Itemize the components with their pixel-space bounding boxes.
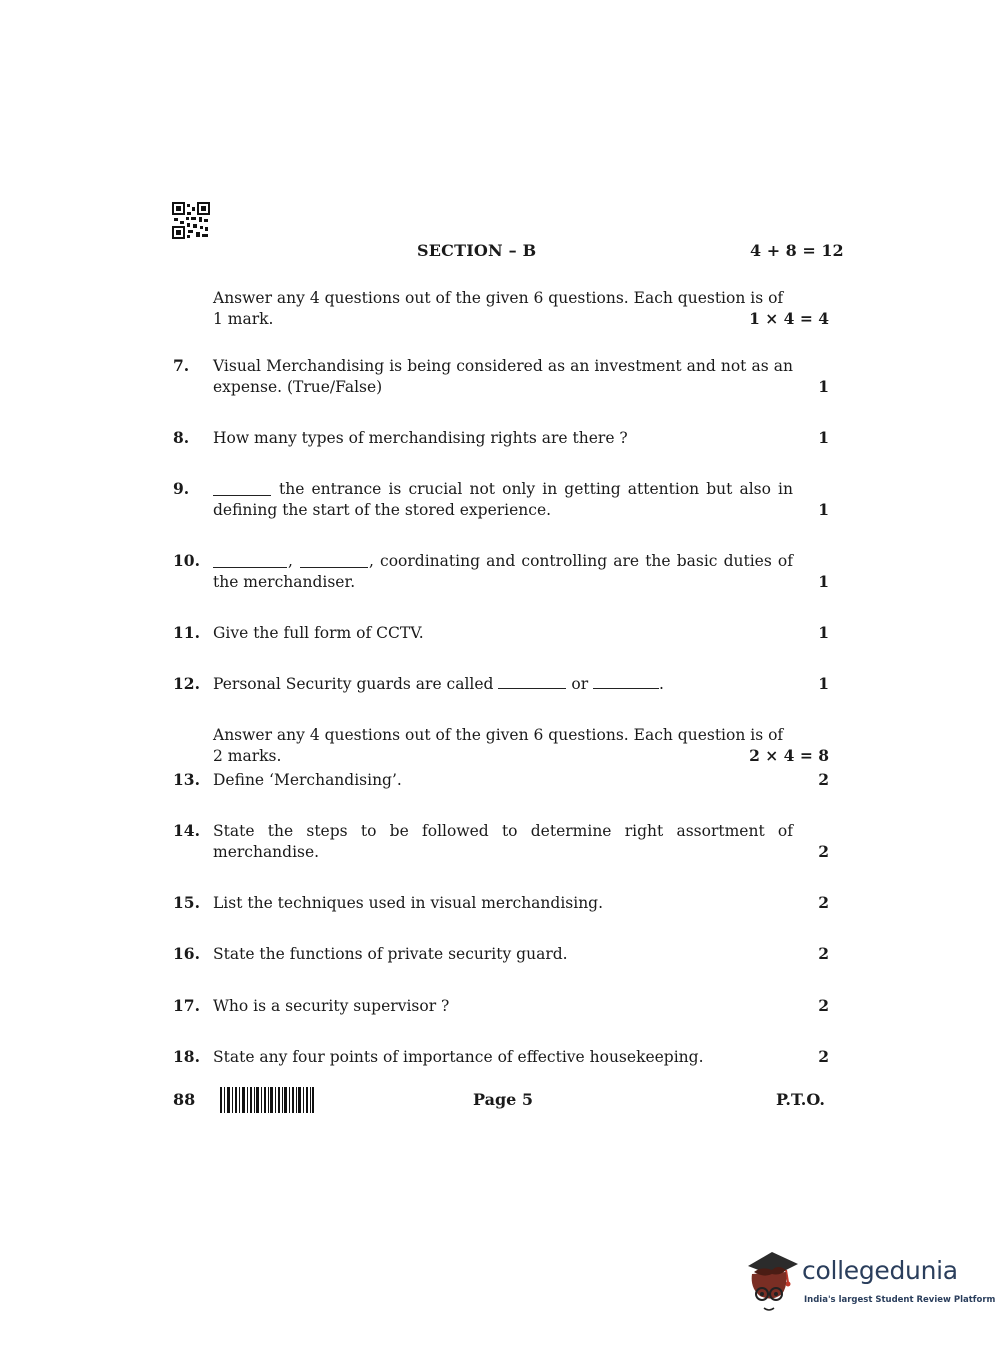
question-marks: 2 <box>818 842 829 861</box>
question-number: 11. <box>173 623 200 642</box>
barcode-icon <box>220 1087 314 1113</box>
question-marks: 1 <box>818 428 829 447</box>
answer-blank <box>300 553 368 568</box>
section-marks: 4 + 8 = 12 <box>750 241 844 260</box>
question-marks: 1 <box>818 377 829 396</box>
page-number: Page 5 <box>473 1090 534 1109</box>
question-text <box>213 674 664 695</box>
instruction-line: 1 mark. <box>213 310 274 328</box>
logo-name: collegedunia <box>802 1256 958 1285</box>
question-text-part: Personal Security guards are called <box>213 675 494 693</box>
question-number: 17. <box>173 996 200 1015</box>
qr-code-icon <box>172 202 210 239</box>
question-marks: 2 <box>818 944 829 963</box>
instruction-marks: 1 × 4 = 4 <box>749 309 829 328</box>
question-marks: 2 <box>818 893 829 912</box>
question-text: Give the full form of CCTV. <box>213 624 424 642</box>
mascot-icon <box>742 1248 802 1314</box>
paper-code: 88 <box>173 1090 196 1109</box>
question-marks: 1 <box>818 674 829 693</box>
question-marks: 2 <box>818 770 829 789</box>
question-number: 10. <box>173 551 200 570</box>
question-text: State the steps to be followed to determine right assortment of merchandise. <box>213 822 793 861</box>
question-marks: 1 <box>818 623 829 642</box>
question-text: Visual Merchandising is being considered as an investment and not as an expense. (True/False) <box>213 357 793 396</box>
question-text: , coordinating and controlling are the basic duties of the merchandiser. <box>213 552 793 591</box>
logo-tagline: India's largest Student Review Platform <box>804 1295 996 1305</box>
question-number: 15. <box>173 893 200 912</box>
question-text: Who is a security supervisor ? <box>213 997 450 1015</box>
question-text: State the functions of private security guard. <box>213 945 568 963</box>
question-text: List the techniques used in visual merchandising. <box>213 894 604 912</box>
question-number: 16. <box>173 944 200 963</box>
question-text: Define ‘Merchandising’. <box>213 771 402 789</box>
question-marks: 1 <box>818 500 829 519</box>
section-title: SECTION – B <box>417 241 537 260</box>
question-number: 13. <box>173 770 200 789</box>
question-number: 7. <box>173 356 190 375</box>
question-text: How many types of merchandising rights are there ? <box>213 429 628 447</box>
comma-separator: , <box>288 552 293 570</box>
question-text-part: or <box>571 675 589 693</box>
question-text: the entrance is crucial not only in getting attention but also in defining the start of the stored experience. <box>213 480 793 519</box>
question-number: 8. <box>173 428 190 447</box>
question-marks: 1 <box>818 572 829 591</box>
answer-blank <box>593 674 659 689</box>
question-marks: 2 <box>818 996 829 1015</box>
question-number: 9. <box>173 479 190 498</box>
question-marks: 2 <box>818 1047 829 1066</box>
question-number: 12. <box>173 674 200 693</box>
instruction-line: Answer any 4 questions out of the given 6 questions. Each question is of <box>213 726 784 744</box>
instruction-line: Answer any 4 questions out of the given 6 questions. Each question is of <box>213 289 784 307</box>
answer-blank <box>213 553 287 568</box>
period: . <box>659 675 664 693</box>
answer-blank <box>213 481 271 496</box>
pto-label: P.T.O. <box>776 1090 825 1109</box>
question-text: State any four points of importance of effective housekeeping. <box>213 1048 704 1066</box>
collegedunia-logo <box>742 1248 996 1314</box>
instruction-line: 2 marks. <box>213 747 282 765</box>
instruction-marks: 2 × 4 = 8 <box>749 746 829 765</box>
question-number: 18. <box>173 1047 200 1066</box>
answer-blank <box>498 674 566 689</box>
question-number: 14. <box>173 821 200 840</box>
